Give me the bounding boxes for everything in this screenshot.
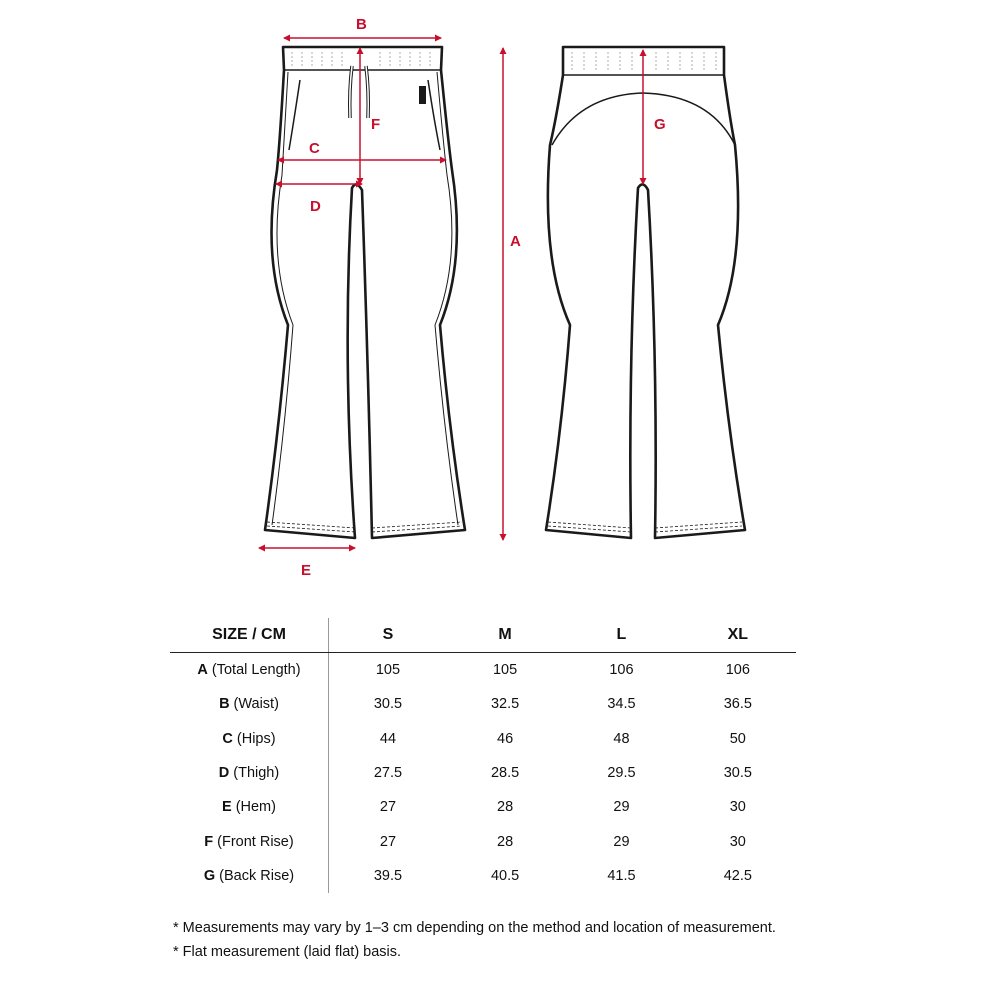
row-measure-name: (Waist) <box>233 696 279 713</box>
table-cell: 34.5 <box>607 696 636 713</box>
table-row <box>170 790 796 824</box>
table-cell: 27 <box>379 833 397 850</box>
row-label <box>170 653 329 688</box>
header-size-xl: XL <box>680 618 796 653</box>
label-f: F <box>371 116 381 133</box>
table-row <box>170 824 796 858</box>
table-cell: 29 <box>613 833 630 850</box>
table-cell: 28.5 <box>490 765 520 782</box>
table-cell: 30.5 <box>723 765 752 782</box>
row-label <box>170 824 329 858</box>
row-measure-name: (Hips) <box>236 730 276 747</box>
table-cell: 106 <box>725 662 750 679</box>
table-row <box>170 859 796 893</box>
row-label <box>170 722 329 756</box>
table-cell: 44 <box>379 730 397 747</box>
table-cell: 40.5 <box>490 867 520 884</box>
row-letter: C <box>222 730 233 747</box>
label-c: C <box>309 140 320 157</box>
table-cell: 32.5 <box>490 696 520 713</box>
row-label <box>170 756 329 790</box>
note-flat-measurement: * Flat measurement (laid flat) basis. <box>173 944 402 960</box>
table-cell: 30 <box>729 833 746 850</box>
back-pants-outline <box>546 47 745 538</box>
back-view <box>546 47 745 538</box>
table-cell: 36.5 <box>723 696 752 713</box>
header-size-label: SIZE / CM <box>170 618 329 653</box>
row-letter: A <box>197 662 208 679</box>
label-b: B <box>356 16 367 33</box>
header-size-s: S <box>329 618 447 653</box>
size-table <box>170 618 796 893</box>
label-a: A <box>510 233 521 250</box>
table-cell: 29 <box>613 799 630 816</box>
label-e: E <box>301 562 312 579</box>
table-cell: 28 <box>497 799 514 816</box>
row-label <box>170 790 329 824</box>
row-letter: B <box>219 696 230 713</box>
table-row <box>170 756 796 790</box>
table-cell: 27 <box>379 799 397 816</box>
table-cell: 105 <box>492 662 518 679</box>
table-cell: 39.5 <box>373 867 403 884</box>
label-d: D <box>310 198 321 215</box>
table-cell: 105 <box>375 662 401 679</box>
row-letter: E <box>222 799 232 816</box>
table-cell: 30 <box>729 799 746 816</box>
table-cell: 106 <box>609 662 634 679</box>
table-cell: 28 <box>497 833 514 850</box>
note-measurement-variance: * Measurements may vary by 1–3 cm depending on the method and location of measurement. <box>173 920 776 936</box>
table-cell: 27.5 <box>373 765 403 782</box>
table-cell: 29.5 <box>607 765 636 782</box>
row-measure-name: (Thigh) <box>233 765 280 782</box>
header-size-l: L <box>563 618 679 653</box>
row-label <box>170 859 329 893</box>
row-measure-name: (Total Length) <box>211 662 301 679</box>
row-letter: G <box>203 867 216 884</box>
table-row <box>170 687 796 721</box>
front-view <box>265 47 465 538</box>
table-header-row <box>170 618 796 653</box>
row-measure-name: (Front Rise) <box>217 833 294 850</box>
row-label <box>170 687 329 721</box>
table-cell: 48 <box>613 730 630 747</box>
brand-tag <box>419 86 426 104</box>
table-cell: 41.5 <box>607 867 636 884</box>
table-cell: 46 <box>497 730 514 747</box>
row-letter: D <box>218 765 230 782</box>
table-cell: 30.5 <box>373 696 403 713</box>
row-measure-name: (Back Rise) <box>219 867 295 884</box>
row-letter: F <box>204 833 214 850</box>
label-g: G <box>654 116 666 133</box>
table-cell: 42.5 <box>723 867 752 884</box>
table-row <box>170 722 796 756</box>
table-cell: 50 <box>729 730 746 747</box>
header-size-m: M <box>447 618 563 653</box>
table-row <box>170 653 796 688</box>
row-measure-name: (Hem) <box>235 799 276 816</box>
